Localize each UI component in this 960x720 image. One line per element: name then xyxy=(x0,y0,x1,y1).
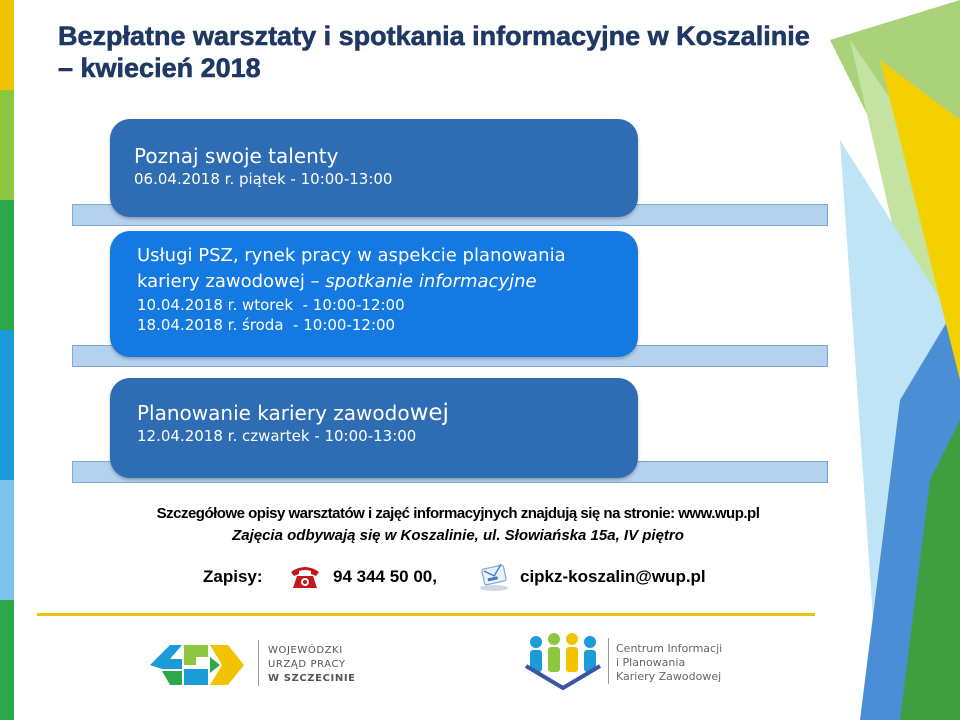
signup-label: Zapisy: xyxy=(203,567,263,586)
workshop-2-date-1: 10.04.2018 r. wtorek - 10:00-12:00 xyxy=(137,296,405,314)
cipkz-logo-line-3: Kariery Zawodowej xyxy=(616,670,722,683)
cipkz-logo-icon xyxy=(520,632,604,694)
page-title xyxy=(58,20,898,84)
title-line-1: Bezpłatne warsztaty i spotkania informacyjne w Koszalinie xyxy=(58,21,810,51)
workshop-1-name: Poznaj swoje talenty xyxy=(134,144,339,168)
cipkz-logo-separator xyxy=(608,638,609,684)
workshop-2-name: Usługi PSZ, rynek pracy w aspekcie planowania xyxy=(137,245,566,266)
workshop-2-name-line2-text: kariery zawodowej – xyxy=(137,271,326,292)
cipkz-logo-line-2: i Planowania xyxy=(616,656,686,669)
workshop-2-name-line2 xyxy=(137,269,638,295)
location-text: Zajęcia odbywają się w Koszalinie, ul. Słowiańska 15a, IV piętro xyxy=(232,527,684,544)
telephone-icon xyxy=(289,564,321,590)
workshop-3-name-tail: wej xyxy=(409,400,449,426)
workshop-3-date: 12.04.2018 r. czwartek - 10:00-13:00 xyxy=(137,427,417,445)
cipkz-logo-line-1: Centrum Informacji xyxy=(616,642,723,655)
wup-logo-separator xyxy=(258,640,259,686)
workshop-card-3 xyxy=(110,378,638,478)
email-address[interactable]: cipkz-koszalin@wup.pl xyxy=(520,567,706,586)
workshop-3-name xyxy=(137,400,638,426)
workshop-2-date-2: 18.04.2018 r. środa - 10:00-12:00 xyxy=(137,316,396,334)
wup-logo-line-3: W SZCZECINIE xyxy=(268,673,356,684)
divider-line xyxy=(37,613,815,616)
description-text: Szczegółowe opisy warsztatów i zajęć informacyjnych znajdują się na stronie: www.wup.pl xyxy=(156,505,760,522)
wup-logo-line-2: URZĄD PRACY xyxy=(268,659,346,670)
wup-logo-icon xyxy=(148,637,246,693)
workshop-3-name-text: Planowanie kariery zawodo xyxy=(137,401,410,425)
title-line-2: – kwiecień 2018 xyxy=(58,53,261,83)
workshop-1-date: 06.04.2018 r. piątek - 10:00-13:00 xyxy=(134,170,393,188)
left-decorative-stripe xyxy=(0,0,14,720)
workshop-2-name-italic: spotkanie informacyjne xyxy=(325,271,537,292)
wup-logo-line-1: WOJEWÓDZKI xyxy=(268,645,343,656)
phone-number[interactable]: 94 344 50 00, xyxy=(333,567,437,586)
workshop-card-2 xyxy=(110,231,638,357)
email-icon xyxy=(478,563,510,591)
workshop-card-1 xyxy=(110,119,638,217)
